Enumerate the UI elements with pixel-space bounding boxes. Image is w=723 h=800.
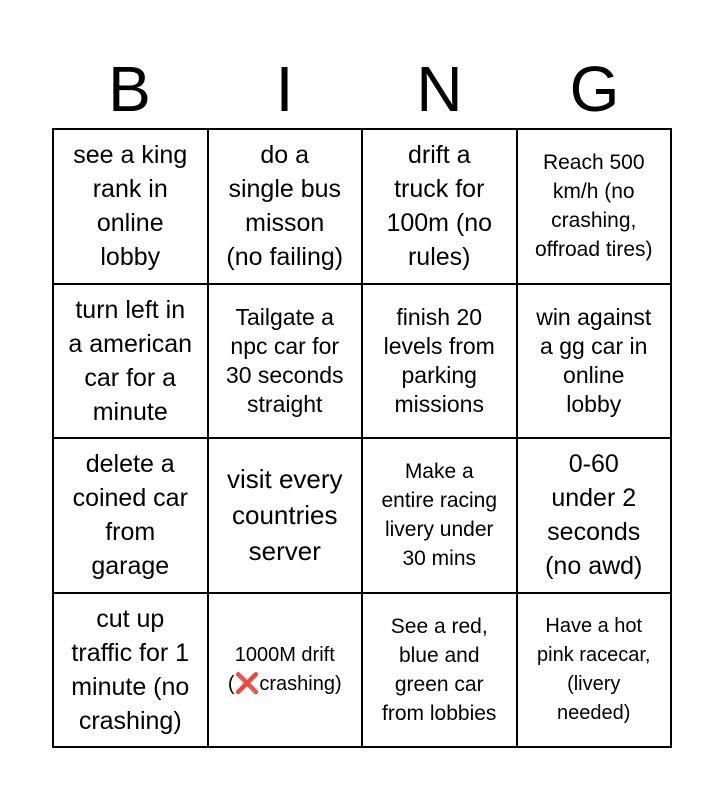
bingo-cell[interactable]	[53, 129, 208, 284]
bingo-cell[interactable]	[362, 284, 517, 439]
bingo-cell[interactable]	[362, 438, 517, 593]
bingo-cell[interactable]	[53, 284, 208, 439]
bingo-cell[interactable]	[517, 284, 672, 439]
bingo-cell[interactable]	[53, 593, 208, 748]
bingo-cell[interactable]	[362, 129, 517, 284]
cell-text: visit every countries server	[226, 464, 343, 567]
bingo-cell[interactable]	[208, 129, 363, 284]
cell-text: Have a hot pink racecar, (livery needed)	[537, 614, 651, 724]
header-letter-b: B	[108, 53, 151, 125]
cell-text: do a single bus misson (no failing)	[226, 141, 344, 272]
bingo-cell[interactable]	[517, 593, 672, 748]
cell-text: delete a coined car from garage	[72, 450, 188, 581]
bingo-cell[interactable]	[53, 438, 208, 593]
cell-text: 1000M drift (❌crashing)	[227, 643, 342, 695]
bingo-cell[interactable]	[208, 284, 363, 439]
cell-text: win against a gg car in online lobby	[536, 303, 652, 417]
bingo-header	[52, 50, 672, 128]
cell-text: cut up traffic for 1 minute (no crashing)	[71, 604, 190, 735]
bingo-cell[interactable]	[362, 593, 517, 748]
header-letter-n: N	[416, 53, 463, 125]
header-letter-g: G	[569, 53, 620, 125]
cell-text: See a red, blue and green car from lobbies	[382, 614, 497, 725]
bingo-cell[interactable]	[517, 129, 672, 284]
cell-text: Reach 500 km/h (no crashing, offroad tires)	[535, 151, 653, 262]
cell-text: turn left in a american car for a minute	[68, 295, 193, 426]
cell-text: Make a entire racing livery under 30 mins	[381, 460, 498, 571]
cell-text: drift a truck for 100m (no rules)	[386, 141, 493, 272]
cell-text: see a king rank in online lobby	[73, 141, 188, 272]
bingo-cell[interactable]	[517, 438, 672, 593]
cell-text: Tailgate a npc car for 30 seconds straight	[225, 303, 344, 417]
bingo-cell[interactable]	[208, 593, 363, 748]
cell-text: finish 20 levels from parking missions	[383, 303, 495, 417]
cell-text: 0-60 under 2 seconds (no awd)	[545, 450, 643, 581]
bingo-cell[interactable]	[208, 438, 363, 593]
header-letter-i: I	[275, 53, 294, 125]
bingo-grid	[52, 128, 672, 748]
